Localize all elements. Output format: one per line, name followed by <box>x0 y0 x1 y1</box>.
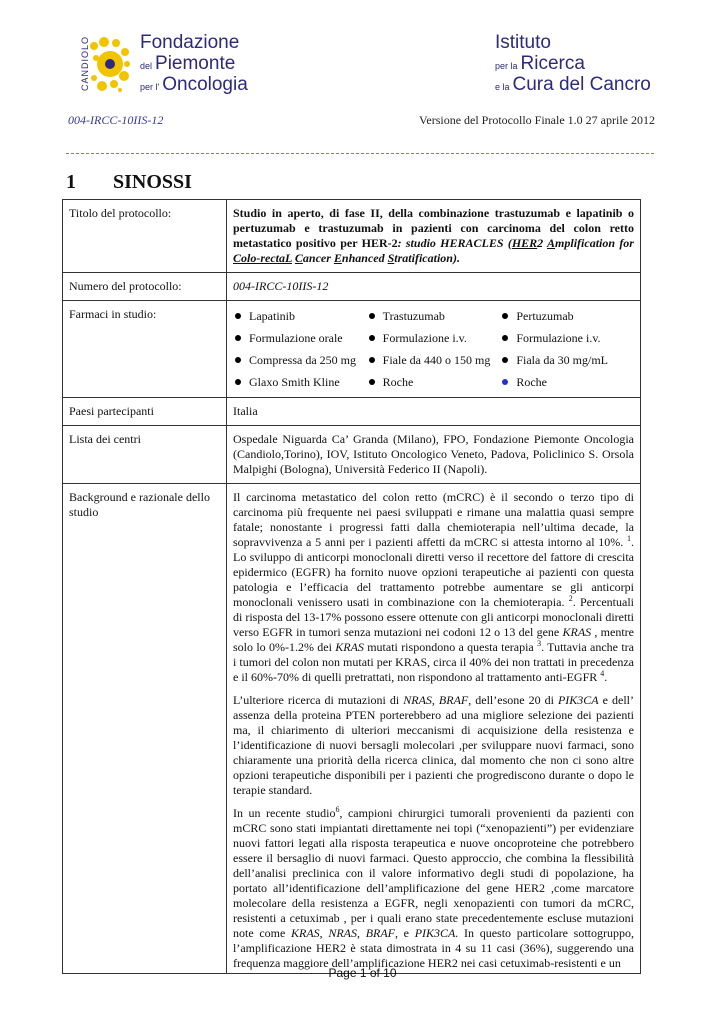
bullet-icon <box>369 357 375 363</box>
drug-column-trastuzumab <box>367 305 501 393</box>
org-right-line-3: Cura del Cancro <box>512 74 651 95</box>
table-row <box>63 301 641 398</box>
list-item: Formulazione i.v. <box>500 327 634 349</box>
table-row <box>63 273 641 301</box>
paesi-label: Paesi partecipanti <box>63 398 227 426</box>
list-item: Formulazione orale <box>233 327 367 349</box>
table-row <box>63 200 641 273</box>
centri-value: Ospedale Niguarda Ca’ Granda (Milano), FPO, Fondazione Piemonte Oncologia (Candiolo,Torino), IOV, Istituto Oncologico Veneto, Padova, Policlinico S. Orsola Malpighi (Bologna), Università Federico II (Napoli). <box>227 426 641 484</box>
list-item: Lapatinib <box>233 305 367 327</box>
background-paragraph-2: L’ulteriore ricerca di mutazioni di NRAS, BRAF, dell’esone 20 di PIK3CA e dell’ assenza della proteina PTEN porterebbero ad una migliore selezione dei pazienti ma, il chiarimento di ulteriori meccanismi di acquisizione della resistenza e l’identificazione di nuovi bersagli molecolari ,per sviluppare nuovi farmaci, sono chiaramente una priorità della ricerca clinica, dal momento che non ci sono altre opzioni terapeutiche disponibili per i pazienti che progrediscono durante o dopo le terapie standard. <box>233 693 634 797</box>
bullet-icon <box>369 313 375 319</box>
list-item: Roche <box>367 371 501 393</box>
table-row <box>63 426 641 484</box>
list-item: Fiala da 30 mg/mL <box>500 349 634 371</box>
list-item: Fiale da 440 o 150 mg <box>367 349 501 371</box>
org-right-small-2: per la <box>495 61 518 71</box>
synopsis-table <box>62 199 641 974</box>
drug-column-lapatinib <box>233 305 367 393</box>
org-left-name <box>140 32 248 95</box>
org-right-line-1: Istituto <box>495 32 551 53</box>
protocol-version: Versione del Protocollo Finale 1.0 27 aprile 2012 <box>419 113 655 127</box>
farmaci-label: Farmaci in studio: <box>63 301 227 398</box>
background-value <box>227 484 641 974</box>
org-left-small-2: del <box>140 61 153 71</box>
list-item: Compressa da 250 mg <box>233 349 367 371</box>
numero-label: Numero del protocollo: <box>63 273 227 301</box>
candiolo-vertical-text: CANDIOLO <box>80 36 90 92</box>
bullet-icon <box>235 357 241 363</box>
bullet-icon <box>502 379 508 385</box>
paesi-value: Italia <box>227 398 641 426</box>
org-right-name <box>495 32 651 95</box>
bullet-icon <box>235 313 241 319</box>
bullet-icon <box>502 335 508 341</box>
org-right-line-2: Ricerca <box>520 53 585 74</box>
org-left-line-3: Oncologia <box>162 74 248 95</box>
bullet-icon <box>235 379 241 385</box>
list-item: Pertuzumab <box>500 305 634 327</box>
list-item: Roche <box>500 371 634 393</box>
background-paragraph-1: Il carcinoma metastatico del colon retto (mCRC) è il secondo o terzo tipo di carcinoma più frequente nei paesi sviluppati e rimane una malattia quasi sempre fatale; nonostante i progressi fatti dalla chemioterapia nell’ultima decade, la sopravvivenza a 5 anni per i pazienti affetti da mCRC si attesta intorno al 10%. $^1$. Lo sviluppo di anticorpi monoclonali diretti verso il recettore del fattore di crescita epidermico (EGFR) ha fornito nuove opzioni terapeutiche ai pazienti con questa patologia e l’efficacia del trattamento potrebbe aumentare se gli anticorpi monoclonali venissero usati in combinazione con la chemioterapia. $^2$. Percentuali di risposta del 13-17% possono essere ottenute con gli anticorpi monoclonali diretti verso EGFR in tumori senza mutazioni nei codoni 12 o 13 del gene KRAS , mentre solo lo 0%-1.2% dei KRAS mutati rispondono a questa terapia $^3$. Tuttavia anche tra i tumori del colon non mutati per KRAS, circa il 40% dei non trattati in precedenza e il 60%-70% di quelli pretrattati, non rispondono al trattamento anti-EGFR $^4$. <box>233 490 634 684</box>
bullet-icon <box>369 335 375 341</box>
page-number: Page 1 of 10 <box>328 966 397 980</box>
list-item: Formulazione i.v. <box>367 327 501 349</box>
numero-value: 004-IRCC-10IIS-12 <box>227 273 641 301</box>
list-item: Trastuzumab <box>367 305 501 327</box>
bullet-icon <box>502 313 508 319</box>
background-label: Background e razionale dello studio <box>63 484 227 974</box>
org-left-line-2: Piemonte <box>155 53 236 74</box>
section-heading: SINOSSI <box>113 171 192 193</box>
titolo-label: Titolo del protocollo: <box>63 200 227 273</box>
bullet-icon <box>369 379 375 385</box>
protocol-code: 004-IRCC-10IIS-12 <box>68 113 164 127</box>
header-divider <box>66 153 654 154</box>
table-row <box>63 484 641 974</box>
table-row <box>63 398 641 426</box>
centri-label: Lista dei centri <box>63 426 227 484</box>
section-title <box>66 171 192 194</box>
page-header <box>0 0 725 110</box>
org-left-small-3: per l' <box>140 82 160 92</box>
farmaci-value <box>227 301 641 398</box>
bullet-icon <box>502 357 508 363</box>
list-item: Glaxo Smith Kline <box>233 371 367 393</box>
org-left-line-1: Fondazione <box>140 32 240 53</box>
drug-column-pertuzumab <box>500 305 634 393</box>
org-right-small-3: e la <box>495 82 510 92</box>
section-number: 1 <box>66 171 76 193</box>
bullet-icon <box>235 335 241 341</box>
titolo-value: Studio in aperto, di fase II, della combinazione trastuzumab e lapatinib o pertuzumab e trastuzumab in pazienti con carcinoma del colon retto metastatico positivo per HER-2: studio HERACLES (HER2 Amplification for Colo-rectaL Cancer Enhanced Stratification). <box>227 200 641 273</box>
background-paragraph-3: In un recente studio$^6$, campioni chirurgici tumorali provenienti da pazienti con mCRC sono stati impiantati direttamente nei topi (“xenopazienti”) per evidenziare nuovi fattori legati alla risposta terapeutica e nuove oncoproteine che potrebbero essere il bersaglio di nuovi farmaci. Questo approccio, che combina la flessibilità dell’analisi preclinica con il valore informativo degli studi di popolazione, ha portato all’identificazione dell’amplificazione del gene HER2 ,come marcatore molecolare della resistenza a EGFR, negli xenopazienti con tumori da mCRC, resistenti a cetuximab , per i quali erano state precedentemente escluse mutazioni note come KRAS, NRAS, BRAF, e PIK3CA. In questo particolare sottogruppo, l’amplificazione HER2 è stata dimostrata in 4 su 11 casi (36%), suggerendo una frequenza maggiore dell’amplificazione HER2 nei casi cetuximab-resistenti e un <box>233 805 634 970</box>
